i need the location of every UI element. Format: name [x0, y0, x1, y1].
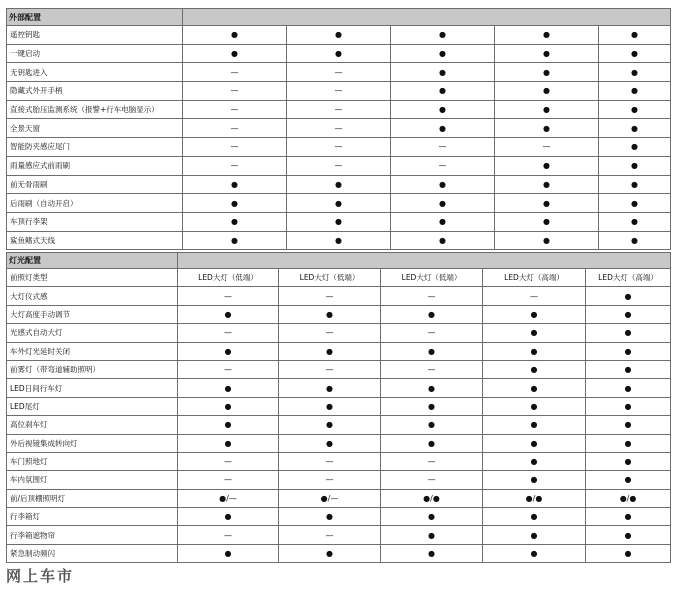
cell-availability-mark: ● [483, 397, 586, 415]
cell-availability-mark: ● [178, 416, 279, 434]
cell-availability-mark: ● [381, 416, 483, 434]
cell-availability-mark: ● [178, 379, 279, 397]
cell-availability-mark: — [495, 138, 599, 157]
cell-availability-mark: ● [483, 324, 586, 342]
cell-availability-mark: ● [391, 194, 495, 213]
row-label: 隐藏式外开手柄 [7, 82, 183, 101]
cell-availability-mark: ● [279, 508, 381, 526]
cell-availability-mark: — [183, 119, 287, 138]
cell-availability-mark: ● [381, 342, 483, 360]
table-row [7, 287, 671, 305]
cell-availability-mark: ● [483, 305, 586, 323]
cell-availability-mark: ● [495, 82, 599, 101]
cell-availability-mark: — [381, 287, 483, 305]
cell-availability-mark: ● [599, 138, 671, 157]
cell-availability-mark: ● [391, 82, 495, 101]
row-label: 高位刹车灯 [7, 416, 178, 434]
cell-availability-mark: ● [599, 194, 671, 213]
cell-availability-mark: ● [183, 212, 287, 231]
cell-availability-mark: ● [381, 544, 483, 562]
cell-availability-mark: ● [381, 508, 483, 526]
cell-availability-mark: ●/● [483, 489, 586, 507]
row-label: 车内氛围灯 [7, 471, 178, 489]
cell-availability-mark: ● [178, 544, 279, 562]
row-label: 雨量感应式前雨刷 [7, 156, 183, 175]
table-row [7, 100, 671, 119]
table-row [7, 26, 671, 45]
cell-availability-mark: — [381, 324, 483, 342]
cell-availability-mark: ● [495, 231, 599, 250]
cell-availability-mark: ● [495, 175, 599, 194]
cell-availability-mark: ● [381, 434, 483, 452]
cell-availability-mark: ● [586, 342, 671, 360]
row-label: 前无骨雨刷 [7, 175, 183, 194]
table-row [7, 379, 671, 397]
cell-availability-mark: ● [391, 26, 495, 45]
cell-availability-mark: — [279, 324, 381, 342]
cell-availability-mark: ● [483, 544, 586, 562]
table-row [7, 342, 671, 360]
cell-availability-mark: ● [586, 287, 671, 305]
row-label: 前雾灯（带弯道辅助照明） [7, 360, 178, 378]
table-row [7, 212, 671, 231]
cell-availability-mark: ● [586, 471, 671, 489]
cell-availability-mark: ● [483, 416, 586, 434]
table-row [7, 508, 671, 526]
cell-availability-mark: ● [287, 212, 391, 231]
cell-availability-mark: — [178, 471, 279, 489]
row-label: 光感式自动大灯 [7, 324, 178, 342]
row-label: 车顶行李架 [7, 212, 183, 231]
cell-availability-mark: ● [586, 379, 671, 397]
table-row [7, 360, 671, 378]
cell-availability-mark: ● [381, 526, 483, 544]
cell-availability-mark: — [279, 471, 381, 489]
row-label: 一键启动 [7, 44, 183, 63]
cell-availability-mark: ● [483, 471, 586, 489]
cell-availability-mark: ● [279, 342, 381, 360]
table-row [7, 119, 671, 138]
cell-availability-mark: ● [183, 26, 287, 45]
cell-availability-mark: — [178, 324, 279, 342]
cell-availability-mark: ●/— [279, 489, 381, 507]
table-row [7, 434, 671, 452]
cell-availability-mark: ●/● [586, 489, 671, 507]
cell-availability-mark: — [279, 360, 381, 378]
row-label: 行李箱灯 [7, 508, 178, 526]
lighting-config-body [7, 253, 671, 563]
cell-availability-mark: — [279, 287, 381, 305]
cell-availability-mark: ● [287, 26, 391, 45]
table-row [7, 305, 671, 323]
cell-availability-mark: ● [599, 82, 671, 101]
cell-availability-mark: — [183, 63, 287, 82]
cell-availability-mark: ● [178, 342, 279, 360]
section-header-row [7, 253, 671, 269]
cell-availability-mark: ● [495, 26, 599, 45]
cell-availability-mark: ● [599, 156, 671, 175]
cell-availability-mark: ● [287, 194, 391, 213]
cell-availability-mark: ● [381, 379, 483, 397]
cell-availability-mark: ●/— [178, 489, 279, 507]
row-label: 遥控钥匙 [7, 26, 183, 45]
cell-availability-mark: ● [287, 175, 391, 194]
watermark-logo-text: 网上车市 [6, 567, 75, 585]
cell-availability-mark: ● [483, 434, 586, 452]
row-label: LED日间行车灯 [7, 379, 178, 397]
cell-availability-mark: ● [483, 452, 586, 470]
cell-availability-mark: — [287, 138, 391, 157]
cell-availability-mark: ● [495, 194, 599, 213]
cell-availability-mark: — [178, 452, 279, 470]
cell-availability-mark: ● [599, 231, 671, 250]
cell-availability-mark: ● [483, 379, 586, 397]
cell-availability-mark: ● [599, 175, 671, 194]
cell-availability-mark: ● [391, 100, 495, 119]
cell-availability-mark: ●/● [381, 489, 483, 507]
cell-text-value: LED大灯（低端） [381, 269, 483, 287]
cell-availability-mark: — [287, 119, 391, 138]
cell-availability-mark: — [287, 100, 391, 119]
cell-availability-mark: — [178, 526, 279, 544]
cell-availability-mark: — [183, 82, 287, 101]
cell-availability-mark: ● [495, 63, 599, 82]
cell-availability-mark: ● [599, 119, 671, 138]
table-row [7, 156, 671, 175]
table-row [7, 471, 671, 489]
row-label: 全景天窗 [7, 119, 183, 138]
table-row [7, 452, 671, 470]
cell-availability-mark: ● [495, 44, 599, 63]
cell-text-value: LED大灯（低端） [178, 269, 279, 287]
cell-availability-mark: ● [391, 212, 495, 231]
cell-availability-mark: ● [183, 44, 287, 63]
table-row [7, 489, 671, 507]
cell-availability-mark: ● [279, 434, 381, 452]
cell-availability-mark: ● [495, 100, 599, 119]
cell-availability-mark: ● [599, 212, 671, 231]
exterior-config-body [7, 9, 671, 250]
cell-availability-mark: — [381, 471, 483, 489]
cell-availability-mark: — [483, 287, 586, 305]
cell-availability-mark: ● [183, 194, 287, 213]
table-row [7, 544, 671, 562]
cell-availability-mark: ● [178, 397, 279, 415]
cell-availability-mark: — [391, 138, 495, 157]
cell-availability-mark: ● [599, 44, 671, 63]
cell-availability-mark: ● [586, 434, 671, 452]
cell-availability-mark: ● [287, 44, 391, 63]
table-row [7, 416, 671, 434]
cell-availability-mark: ● [178, 508, 279, 526]
cell-availability-mark: ● [391, 44, 495, 63]
section-header-fill [183, 9, 671, 26]
cell-availability-mark: ● [483, 508, 586, 526]
row-label: 行李箱遮物帘 [7, 526, 178, 544]
cell-availability-mark: ● [183, 231, 287, 250]
cell-text-value: LED大灯（高端） [586, 269, 671, 287]
cell-availability-mark: — [287, 63, 391, 82]
lighting-config-table [6, 252, 671, 563]
cell-availability-mark: ● [599, 63, 671, 82]
table-row [7, 82, 671, 101]
cell-availability-mark: — [287, 82, 391, 101]
table-row [7, 175, 671, 194]
cell-availability-mark: — [279, 526, 381, 544]
cell-availability-mark: ● [586, 452, 671, 470]
cell-availability-mark: ● [391, 119, 495, 138]
section-header-fill [178, 253, 671, 269]
cell-availability-mark: ● [279, 397, 381, 415]
cell-availability-mark: ● [183, 175, 287, 194]
cell-availability-mark: ● [483, 360, 586, 378]
section-title: 外部配置 [7, 9, 183, 26]
table-row [7, 138, 671, 157]
cell-availability-mark: ● [599, 26, 671, 45]
cell-availability-mark: ● [279, 416, 381, 434]
table-row [7, 44, 671, 63]
table-row [7, 324, 671, 342]
cell-availability-mark: — [178, 287, 279, 305]
cell-availability-mark: ● [178, 305, 279, 323]
cell-availability-mark: ● [586, 508, 671, 526]
cell-availability-mark: ● [287, 231, 391, 250]
row-label: 车外灯光延时关闭 [7, 342, 178, 360]
cell-availability-mark: ● [483, 342, 586, 360]
cell-availability-mark: — [391, 156, 495, 175]
table-row [7, 231, 671, 250]
cell-availability-mark: ● [586, 416, 671, 434]
cell-availability-mark: ● [586, 544, 671, 562]
cell-availability-mark: ● [586, 397, 671, 415]
cell-availability-mark: ● [178, 434, 279, 452]
cell-availability-mark: ● [483, 526, 586, 544]
table-row [7, 397, 671, 415]
cell-availability-mark: ● [391, 175, 495, 194]
cell-availability-mark: ● [279, 305, 381, 323]
cell-availability-mark: ● [391, 63, 495, 82]
cell-availability-mark: ● [495, 212, 599, 231]
cell-availability-mark: — [381, 360, 483, 378]
cell-text-value: LED大灯（高端） [483, 269, 586, 287]
cell-availability-mark: — [183, 100, 287, 119]
row-label: 外后视镜集成转向灯 [7, 434, 178, 452]
exterior-config-table [6, 8, 671, 250]
cell-availability-mark: — [279, 452, 381, 470]
table-row [7, 63, 671, 82]
cell-availability-mark: — [183, 156, 287, 175]
cell-availability-mark: ● [599, 100, 671, 119]
cell-availability-mark: ● [586, 305, 671, 323]
section-header-row [7, 9, 671, 26]
cell-availability-mark: — [287, 156, 391, 175]
cell-availability-mark: — [178, 360, 279, 378]
cell-availability-mark: ● [586, 360, 671, 378]
table-row [7, 269, 671, 287]
section-title: 灯光配置 [7, 253, 178, 269]
row-label: 智能防夹感应尾门 [7, 138, 183, 157]
row-label: 紧急制动频闪 [7, 544, 178, 562]
row-label: 鲨鱼鳍式天线 [7, 231, 183, 250]
cell-availability-mark: ● [495, 156, 599, 175]
row-label: LED尾灯 [7, 397, 178, 415]
cell-availability-mark: ● [586, 324, 671, 342]
table-row [7, 194, 671, 213]
row-label: 后雨刷（自动开启） [7, 194, 183, 213]
cell-availability-mark: — [381, 452, 483, 470]
row-label: 大灯仪式感 [7, 287, 178, 305]
row-label: 前照灯类型 [7, 269, 178, 287]
table-row [7, 526, 671, 544]
row-label: 车门照地灯 [7, 452, 178, 470]
cell-availability-mark: ● [381, 397, 483, 415]
cell-availability-mark: ● [586, 526, 671, 544]
cell-availability-mark: ● [391, 231, 495, 250]
row-label: 无钥匙进入 [7, 63, 183, 82]
cell-availability-mark: ● [279, 379, 381, 397]
row-label: 直接式胎压监测系统（报警+行车电脑显示） [7, 100, 183, 119]
row-label: 前/后顶棚照明灯 [7, 489, 178, 507]
cell-availability-mark: ● [495, 119, 599, 138]
cell-text-value: LED大灯（低端） [279, 269, 381, 287]
cell-availability-mark: ● [381, 305, 483, 323]
cell-availability-mark: ● [279, 544, 381, 562]
row-label: 大灯高度手动调节 [7, 305, 178, 323]
cell-availability-mark: — [183, 138, 287, 157]
